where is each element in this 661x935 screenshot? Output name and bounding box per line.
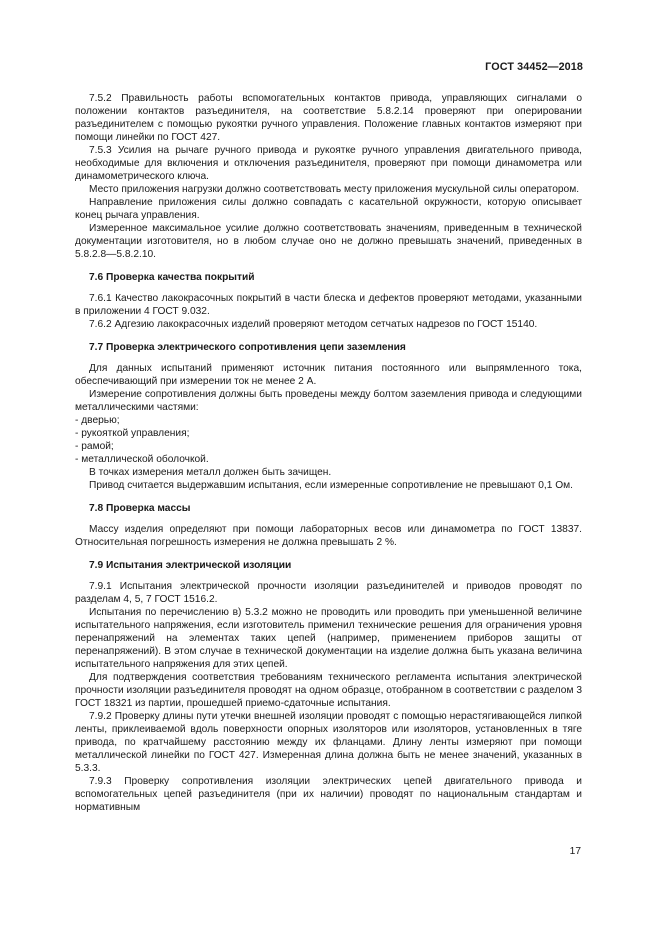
paragraph: 7.6.1 Качество лакокрасочных покрытий в части блеска и дефектов проверяют методами, указанными в приложении 4 ГОСТ 9.032. [75, 293, 582, 317]
paragraph: Привод считается выдержавшим испытания, если измеренные сопротивление не превышают 0,1 Ом. [89, 480, 573, 491]
section-heading-7-7: 7.7 Проверка электрического сопротивления цепи заземления [89, 342, 406, 353]
paragraph: Для подтверждения соответствия требованиям технического регламента испытания электрической прочности изоляции разъединителя проводят на одном образце, отобранном в соответствии с разделом 3 ГОСТ 18321 из партии, прошедшей приемо-сдаточные испытания. [75, 672, 582, 709]
section-heading-7-8: 7.8 Проверка массы [89, 503, 191, 514]
document-body [75, 92, 582, 814]
paragraph: В точках измерения металл должен быть зачищен. [89, 467, 332, 478]
paragraph: Испытания по перечислению в) 5.3.2 можно не проводить или проводить при уменьшенной величине испытательного напряжения, если изготовитель применил технические решения для ограничения уровня перенапряжений на элементах таких цепей (например, применением приборов защиты от перенапряжений). В этом случае в технической документации на изделие должна быть указана величина испытательного напряжения для этих цепей. [75, 607, 582, 670]
list-item: - рамой; [75, 440, 582, 453]
list-item: - металлической оболочкой. [75, 453, 582, 466]
section-heading-7-6: 7.6 Проверка качества покрытий [89, 272, 255, 283]
paragraph: 7.5.3 Усилия на рычаге ручного привода и рукоятке ручного управления двигательного привода, необходимые для включения и отключения разъединителя, проверяют при помощи динамометра или динамометрического ключа. [75, 145, 582, 182]
paragraph: Направление приложения силы должно совпадать с касательной окружности, которую описывает конец рычага управления. [75, 197, 582, 221]
paragraph: 7.5.2 Правильность работы вспомогательных контактов привода, управляющих сигналами о положении контактов разъединителя, на соответствие 5.8.2.14 проверяют при оперировании разъединителем с помощью рукоятки ручного управления. Положение главных контактов измеряют при помощи линейки по ГОСТ 427. [75, 93, 582, 143]
part-list [75, 414, 582, 466]
paragraph: Измеренное максимальное усилие должно соответствовать значениям, приведенным в технической документации изготовителя, но в любом случае оно не должно превышать значений, приведенных в 5.8.2.8—5.8.2.10. [75, 223, 582, 260]
paragraph: Измерение сопротивления должны быть проведены между болтом заземления привода и следующими металлическими частями: [75, 389, 582, 413]
list-item: - дверью; [75, 414, 582, 427]
paragraph: 7.9.1 Испытания электрической прочности изоляции разъединителей и приводов проводят по разделам 4, 5, 7 ГОСТ 1516.2. [75, 581, 582, 605]
page-number: 17 [569, 846, 581, 857]
section-heading-7-9: 7.9 Испытания электрической изоляции [89, 560, 292, 571]
document-id: ГОСТ 34452—2018 [485, 61, 583, 73]
list-item: - рукояткой управления; [75, 427, 582, 440]
paragraph: Для данных испытаний применяют источник питания постоянного или выпрямленного тока, обеспечивающий при измерении ток не менее 2 А. [75, 363, 582, 387]
paragraph: Место приложения нагрузки должно соответствовать месту приложения мускульной силы оператором. [89, 184, 580, 195]
paragraph: 7.9.2 Проверку длины пути утечки внешней изоляции проводят с помощью нерастягивающейся липкой ленты, приклеиваемой вдоль поверхности опорных изоляторов или изоляторов, установленных в тяге привода, по кратчайшему расстоянию между их фланцами. Длину ленты измеряют при помощи металлической линейки по ГОСТ 427. Измеренная длина должна быть не менее значений, указанных в 5.3.3. [75, 711, 582, 774]
paragraph: 7.6.2 Адгезию лакокрасочных изделий проверяют методом сетчатых надрезов по ГОСТ 15140. [89, 319, 538, 330]
paragraph: 7.9.3 Проверку сопротивления изоляции электрических цепей двигательного привода и вспомогательных цепей разъединителя (при их наличии) проводят по национальным стандартам и нормативным [75, 776, 582, 813]
paragraph: Массу изделия определяют при помощи лабораторных весов или динамометра по ГОСТ 13837. Относительная погрешность измерения не должна превышать 2 %. [75, 524, 582, 548]
